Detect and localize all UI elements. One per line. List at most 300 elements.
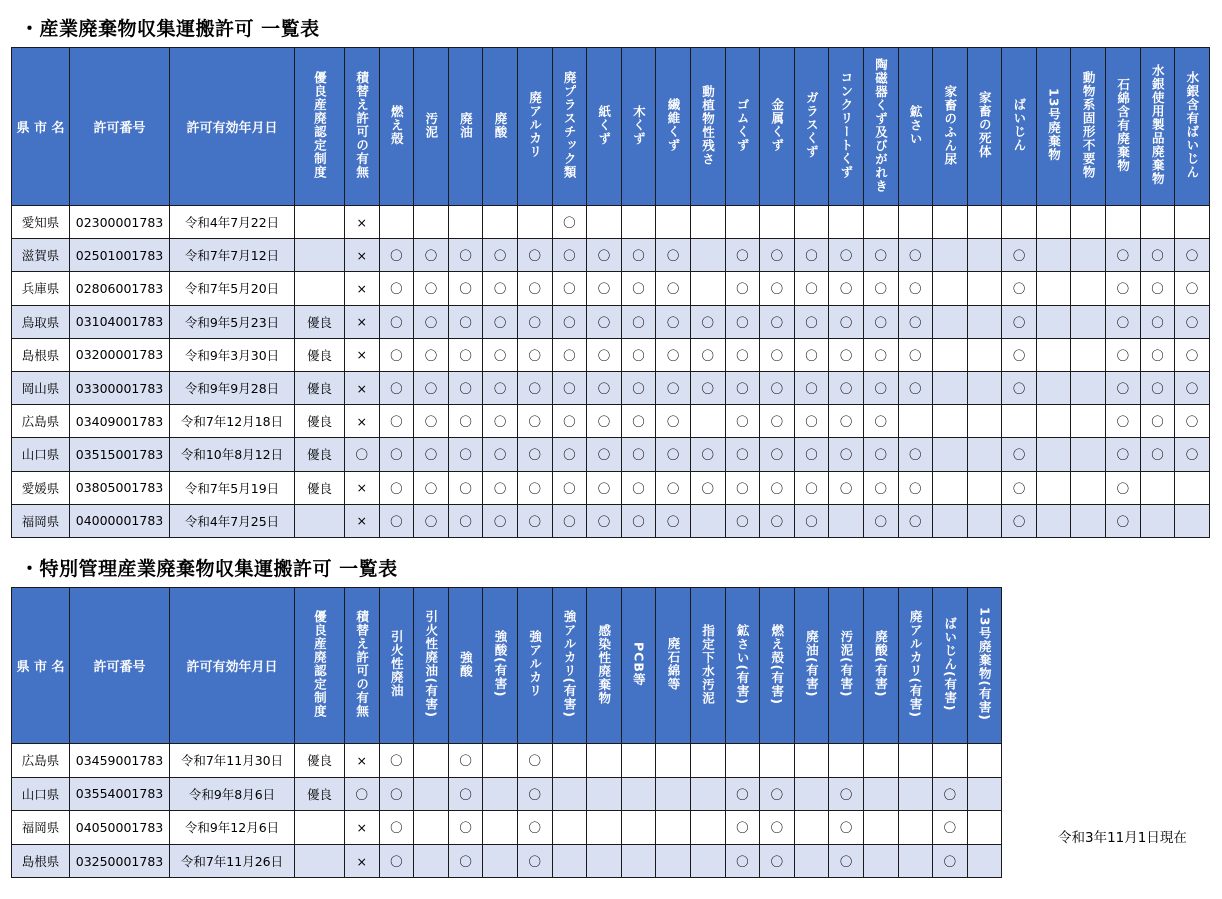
permit-flag-cell	[829, 504, 864, 537]
permit-flag-cell	[690, 272, 725, 305]
header-category-label: 指定下水汚泥	[700, 623, 716, 705]
header-category	[829, 588, 864, 744]
permit-flag-cell	[898, 844, 933, 878]
permit-flag-cell	[1071, 371, 1106, 404]
permit-flag-cell: 〇	[1002, 272, 1037, 305]
header-category-label: 廃プラスチック類	[562, 71, 578, 179]
permit-flag-cell: 〇	[1002, 371, 1037, 404]
expiry-date-cell: 令和9年3月30日	[170, 338, 295, 371]
header-category-label: 強酸(有害)	[492, 630, 508, 698]
permit-flag-cell	[863, 811, 898, 845]
expiry-date-cell: 令和9年9月28日	[170, 371, 295, 404]
header-category-label: 動植物性残さ	[700, 84, 716, 166]
header-category	[448, 588, 483, 744]
header-category-label: 家畜の死体	[977, 91, 993, 159]
permit-flag-cell: 〇	[1140, 239, 1175, 272]
permit-flag-cell: 〇	[552, 272, 587, 305]
permit-flag-cell	[933, 371, 968, 404]
permit-flag-cell	[898, 405, 933, 438]
permit-flag-cell: 〇	[345, 777, 380, 811]
permit-flag-cell: ×	[345, 239, 380, 272]
header-category-label: 廃アルカリ	[527, 91, 543, 159]
permit-flag-cell: 〇	[483, 305, 518, 338]
permit-flag-cell	[621, 844, 656, 878]
permit-flag-cell	[1106, 206, 1141, 239]
permit-number-cell: 04000001783	[70, 504, 170, 537]
permit-flag-cell	[933, 471, 968, 504]
permit-flag-cell: 〇	[656, 305, 691, 338]
header-category-label: 廃石綿等	[665, 637, 681, 691]
permit-flag-cell: 〇	[552, 504, 587, 537]
permit-flag-cell: 〇	[863, 239, 898, 272]
permit-flag-cell: 〇	[414, 471, 449, 504]
permit-number-cell: 02300001783	[70, 206, 170, 239]
permit-flag-cell	[967, 305, 1002, 338]
header-category-label: 家畜のふん尿	[942, 84, 958, 166]
permit-flag-cell: 〇	[933, 777, 968, 811]
permit-flag-cell: 〇	[1175, 371, 1210, 404]
permit-flag-cell: 〇	[517, 438, 552, 471]
permit-flag-cell: 〇	[1140, 405, 1175, 438]
permit-flag-cell	[517, 206, 552, 239]
permit-flag-cell: ×	[345, 471, 380, 504]
permit-flag-cell: 〇	[760, 305, 795, 338]
permit-flag-cell: 〇	[794, 371, 829, 404]
header-category-label: 鉱さい	[908, 104, 924, 146]
permit-flag-cell	[587, 777, 622, 811]
permit-flag-cell: 〇	[656, 438, 691, 471]
permit-flag-cell	[621, 777, 656, 811]
prefecture-cell: 愛媛県	[12, 471, 70, 504]
permit-flag-cell: 〇	[483, 239, 518, 272]
permit-flag-cell	[863, 206, 898, 239]
permit-flag-cell	[933, 504, 968, 537]
permit-flag-cell: 〇	[379, 438, 414, 471]
permit-flag-cell	[967, 438, 1002, 471]
header-category-label: 積替え許可の有無	[354, 610, 370, 718]
permit-flag-cell: 〇	[483, 471, 518, 504]
permit-flag-cell	[967, 405, 1002, 438]
header-category-label: PCB等	[631, 641, 647, 687]
expiry-date-cell: 令和10年8月12日	[170, 438, 295, 471]
permit-flag-cell: 〇	[863, 405, 898, 438]
permit-flag-cell: 〇	[552, 239, 587, 272]
permit-flag-cell	[1036, 272, 1071, 305]
header-category-label: 汚泥(有害)	[838, 630, 854, 698]
permit-flag-cell: 〇	[621, 438, 656, 471]
expiry-date-cell: 令和7年5月19日	[170, 471, 295, 504]
permit-flag-cell: 〇	[1106, 272, 1141, 305]
permit-flag-cell: 〇	[621, 239, 656, 272]
permit-flag-cell: 〇	[517, 305, 552, 338]
permit-flag-cell: 〇	[621, 272, 656, 305]
header-category-label: 優良産廃認定制度	[312, 610, 328, 718]
expiry-date-cell: 令和7年11月26日	[170, 844, 295, 878]
permit-flag-cell: 〇	[1140, 371, 1175, 404]
permit-flag-cell: 〇	[725, 811, 760, 845]
permit-flag-cell	[967, 272, 1002, 305]
header-category	[863, 48, 898, 206]
permit-flag-cell: 〇	[725, 305, 760, 338]
header-category	[295, 48, 345, 206]
permit-flag-cell	[690, 239, 725, 272]
permit-flag-cell: 〇	[898, 272, 933, 305]
header-category	[345, 48, 380, 206]
permit-flag-cell: 〇	[690, 371, 725, 404]
permit-flag-cell: 〇	[1175, 272, 1210, 305]
permit-flag-cell	[587, 744, 622, 778]
permit-flag-cell: ×	[345, 272, 380, 305]
header-category-label: 引火性廃油(有害)	[423, 610, 439, 718]
permit-number-cell: 03409001783	[70, 405, 170, 438]
permit-flag-cell	[898, 744, 933, 778]
header-category-label: 陶磁器くず及びがれき	[873, 57, 889, 193]
header-category-label: ガラスくず	[804, 91, 820, 159]
permit-flag-cell: 〇	[448, 305, 483, 338]
permit-flag-cell: 〇	[933, 844, 968, 878]
permit-flag-cell: 〇	[690, 471, 725, 504]
prefecture-cell: 愛知県	[12, 206, 70, 239]
permit-flag-cell	[690, 206, 725, 239]
permit-flag-cell	[967, 811, 1002, 845]
industrial-waste-permit-table	[11, 47, 1210, 538]
permit-flag-cell: 〇	[863, 305, 898, 338]
permit-flag-cell: 〇	[1175, 438, 1210, 471]
permit-flag-cell: 優良	[295, 744, 345, 778]
header-category-label: 廃油	[458, 111, 474, 139]
permit-flag-cell	[1071, 206, 1106, 239]
permit-flag-cell: 〇	[483, 371, 518, 404]
header-category-label: 水銀含有ばいじん	[1184, 71, 1200, 179]
permit-flag-cell	[898, 777, 933, 811]
permit-flag-cell	[656, 844, 691, 878]
permit-flag-cell: 〇	[517, 811, 552, 845]
permit-flag-cell: 〇	[448, 504, 483, 537]
permit-flag-cell: 〇	[1106, 239, 1141, 272]
permit-flag-cell: 〇	[863, 371, 898, 404]
permit-number-cell: 03554001783	[70, 777, 170, 811]
permit-flag-cell	[967, 844, 1002, 878]
permit-flag-cell	[1071, 405, 1106, 438]
header-category	[483, 48, 518, 206]
permit-flag-cell: 優良	[295, 471, 345, 504]
permit-flag-cell: 〇	[690, 338, 725, 371]
permit-flag-cell: 〇	[587, 405, 622, 438]
header-category-label: 強酸	[458, 650, 474, 678]
permit-flag-cell	[1175, 206, 1210, 239]
permit-flag-cell: 〇	[829, 371, 864, 404]
permit-flag-cell: 〇	[829, 777, 864, 811]
permit-flag-cell	[483, 844, 518, 878]
prefecture-cell: 兵庫県	[12, 272, 70, 305]
permit-flag-cell: 優良	[295, 777, 345, 811]
permit-flag-cell	[967, 338, 1002, 371]
permit-flag-cell: 〇	[517, 504, 552, 537]
permit-flag-cell: 〇	[794, 305, 829, 338]
permit-flag-cell: 〇	[587, 305, 622, 338]
header-category	[898, 48, 933, 206]
permit-flag-cell	[1140, 471, 1175, 504]
permit-flag-cell: 〇	[760, 504, 795, 537]
expiry-date-cell: 令和7年5月20日	[170, 272, 295, 305]
header-category	[898, 588, 933, 744]
header-category-label: 廃油(有害)	[804, 630, 820, 698]
permit-flag-cell: 〇	[414, 405, 449, 438]
permit-flag-cell	[1036, 371, 1071, 404]
permit-flag-cell	[414, 844, 449, 878]
permit-number-cell: 03250001783	[70, 844, 170, 878]
permit-flag-cell: 優良	[295, 305, 345, 338]
permit-flag-cell: 〇	[725, 239, 760, 272]
permit-flag-cell	[1071, 239, 1106, 272]
prefecture-cell: 福岡県	[12, 811, 70, 845]
header-category	[379, 48, 414, 206]
permit-flag-cell: 〇	[379, 504, 414, 537]
permit-flag-cell: 〇	[829, 811, 864, 845]
permit-flag-cell: ×	[345, 371, 380, 404]
permit-flag-cell	[829, 206, 864, 239]
header-category	[483, 588, 518, 744]
header-category	[621, 588, 656, 744]
expiry-date-cell: 令和9年8月6日	[170, 777, 295, 811]
permit-flag-cell: 〇	[379, 239, 414, 272]
header-category-label: 感染性廃棄物	[596, 623, 612, 705]
permit-flag-cell	[1175, 504, 1210, 537]
header-category	[1175, 48, 1210, 206]
permit-flag-cell: 〇	[898, 239, 933, 272]
permit-flag-cell: 〇	[656, 504, 691, 537]
permit-flag-cell: 〇	[517, 272, 552, 305]
permit-flag-cell	[656, 811, 691, 845]
permit-flag-cell: 〇	[863, 338, 898, 371]
header-permit-number: 許可番号	[70, 588, 170, 744]
permit-flag-cell	[448, 206, 483, 239]
header-category-label: 石綿含有廃棄物	[1115, 77, 1131, 173]
permit-flag-cell: 〇	[587, 371, 622, 404]
table-row	[12, 844, 1002, 878]
header-category	[448, 48, 483, 206]
permit-flag-cell	[829, 744, 864, 778]
permit-flag-cell: 〇	[794, 504, 829, 537]
prefecture-cell: 滋賀県	[12, 239, 70, 272]
permit-flag-cell: 〇	[1175, 239, 1210, 272]
permit-flag-cell	[552, 777, 587, 811]
permit-flag-cell: 〇	[621, 504, 656, 537]
prefecture-cell: 鳥取県	[12, 305, 70, 338]
expiry-date-cell: 令和7年12月18日	[170, 405, 295, 438]
permit-flag-cell	[933, 438, 968, 471]
header-category	[552, 48, 587, 206]
header-category	[1106, 48, 1141, 206]
permit-flag-cell	[621, 811, 656, 845]
permit-flag-cell: 〇	[414, 239, 449, 272]
permit-flag-cell: ×	[345, 744, 380, 778]
header-category	[760, 588, 795, 744]
table-row	[12, 305, 1210, 338]
permit-flag-cell: 〇	[1106, 305, 1141, 338]
permit-flag-cell: 〇	[379, 777, 414, 811]
permit-flag-cell	[690, 744, 725, 778]
permit-flag-cell: 〇	[760, 844, 795, 878]
table-row	[12, 371, 1210, 404]
permit-flag-cell: 〇	[898, 305, 933, 338]
prefecture-cell: 島根県	[12, 338, 70, 371]
permit-flag-cell: 〇	[1140, 272, 1175, 305]
header-category	[414, 48, 449, 206]
permit-flag-cell: 〇	[656, 272, 691, 305]
permit-flag-cell: 〇	[829, 338, 864, 371]
permit-flag-cell: 〇	[725, 272, 760, 305]
table-row	[12, 272, 1210, 305]
permit-flag-cell: 〇	[552, 371, 587, 404]
permit-flag-cell	[483, 206, 518, 239]
header-category-label: 紙くず	[596, 104, 612, 146]
header-category-label: 廃酸	[492, 111, 508, 139]
permit-flag-cell	[552, 744, 587, 778]
permit-flag-cell: 〇	[448, 811, 483, 845]
permit-flag-cell: 〇	[552, 438, 587, 471]
permit-flag-cell	[1036, 305, 1071, 338]
permit-number-cell: 03515001783	[70, 438, 170, 471]
permit-flag-cell: ×	[345, 405, 380, 438]
header-category-label: 引火性廃油	[389, 630, 405, 698]
expiry-date-cell: 令和4年7月22日	[170, 206, 295, 239]
permit-flag-cell	[794, 777, 829, 811]
permit-flag-cell	[1002, 405, 1037, 438]
permit-flag-cell: 〇	[448, 405, 483, 438]
permit-flag-cell: 〇	[760, 272, 795, 305]
permit-flag-cell: 〇	[829, 471, 864, 504]
table-row	[12, 338, 1210, 371]
permit-flag-cell: 〇	[794, 405, 829, 438]
permit-flag-cell: 〇	[725, 844, 760, 878]
permit-flag-cell: 〇	[1002, 471, 1037, 504]
permit-flag-cell	[863, 744, 898, 778]
header-category	[967, 48, 1002, 206]
permit-flag-cell: 〇	[1140, 438, 1175, 471]
table-row	[12, 438, 1210, 471]
table2-title: ・特別管理産業廃棄物収集運搬許可 一覧表	[20, 558, 398, 580]
header-category	[794, 588, 829, 744]
permit-flag-cell: 〇	[1106, 438, 1141, 471]
permit-flag-cell: 〇	[1106, 471, 1141, 504]
permit-flag-cell: 〇	[1175, 338, 1210, 371]
permit-flag-cell: 〇	[587, 438, 622, 471]
permit-flag-cell: ×	[345, 504, 380, 537]
permit-flag-cell: 〇	[1106, 405, 1141, 438]
permit-flag-cell	[690, 844, 725, 878]
permit-flag-cell: 〇	[794, 438, 829, 471]
permit-flag-cell	[1002, 206, 1037, 239]
permit-flag-cell	[1071, 338, 1106, 371]
header-category	[345, 588, 380, 744]
header-category	[414, 588, 449, 744]
permit-flag-cell: 〇	[1106, 338, 1141, 371]
permit-flag-cell: 〇	[414, 338, 449, 371]
permit-flag-cell	[967, 239, 1002, 272]
permit-flag-cell	[656, 744, 691, 778]
permit-flag-cell	[379, 206, 414, 239]
header-category	[933, 588, 968, 744]
header-category-label: 繊維くず	[665, 98, 681, 152]
permit-flag-cell: 〇	[379, 844, 414, 878]
permit-flag-cell: 〇	[621, 338, 656, 371]
table-row	[12, 239, 1210, 272]
permit-number-cell: 02806001783	[70, 272, 170, 305]
permit-flag-cell: 〇	[725, 371, 760, 404]
permit-flag-cell: 〇	[725, 438, 760, 471]
permit-flag-cell	[1071, 504, 1106, 537]
permit-flag-cell	[414, 777, 449, 811]
header-expiry-date: 許可有効年月日	[170, 588, 295, 744]
permit-flag-cell: 〇	[448, 438, 483, 471]
header-category-label: ばいじん	[1011, 98, 1027, 152]
permit-flag-cell: 〇	[898, 371, 933, 404]
permit-flag-cell	[690, 405, 725, 438]
permit-flag-cell	[933, 272, 968, 305]
expiry-date-cell: 令和4年7月25日	[170, 504, 295, 537]
expiry-date-cell: 令和7年7月12日	[170, 239, 295, 272]
header-category	[1071, 48, 1106, 206]
prefecture-cell: 広島県	[12, 405, 70, 438]
table1-title: ・産業廃棄物収集運搬許可 一覧表	[20, 18, 320, 40]
header-category-label: コンクリートくず	[838, 71, 854, 179]
header-category	[656, 588, 691, 744]
permit-flag-cell	[794, 206, 829, 239]
permit-flag-cell: 〇	[379, 272, 414, 305]
permit-flag-cell: 〇	[898, 471, 933, 504]
permit-flag-cell: 〇	[794, 338, 829, 371]
permit-flag-cell: 〇	[725, 777, 760, 811]
header-category	[295, 588, 345, 744]
permit-flag-cell: 〇	[414, 504, 449, 537]
permit-flag-cell	[1071, 471, 1106, 504]
permit-flag-cell: 〇	[1140, 338, 1175, 371]
permit-flag-cell	[933, 239, 968, 272]
permit-flag-cell: 〇	[829, 305, 864, 338]
header-category-label: ゴムくず	[735, 98, 751, 152]
permit-flag-cell: 〇	[829, 405, 864, 438]
permit-flag-cell: ×	[345, 811, 380, 845]
header-category	[725, 48, 760, 206]
permit-flag-cell: 〇	[1002, 438, 1037, 471]
header-category	[933, 48, 968, 206]
permit-flag-cell: 〇	[760, 471, 795, 504]
permit-flag-cell	[933, 405, 968, 438]
permit-flag-cell: 〇	[587, 338, 622, 371]
header-category-label: 廃酸(有害)	[873, 630, 889, 698]
permit-flag-cell: 〇	[794, 272, 829, 305]
header-category-label: 廃アルカリ(有害)	[908, 610, 924, 718]
permit-flag-cell: 〇	[760, 438, 795, 471]
permit-flag-cell: 〇	[898, 338, 933, 371]
permit-flag-cell: 〇	[379, 811, 414, 845]
header-category-label: 積替え許可の有無	[354, 71, 370, 179]
permit-flag-cell: 優良	[295, 405, 345, 438]
permit-flag-cell	[414, 811, 449, 845]
header-category-label: 木くず	[631, 104, 647, 146]
permit-flag-cell: 〇	[656, 371, 691, 404]
header-category	[863, 588, 898, 744]
permit-flag-cell: 〇	[379, 305, 414, 338]
permit-flag-cell: 〇	[483, 405, 518, 438]
permit-flag-cell	[967, 744, 1002, 778]
permit-flag-cell: 〇	[448, 272, 483, 305]
permit-flag-cell	[1071, 438, 1106, 471]
header-category-label: ばいじん(有害)	[942, 616, 958, 712]
permit-flag-cell	[794, 811, 829, 845]
permit-flag-cell	[1175, 471, 1210, 504]
